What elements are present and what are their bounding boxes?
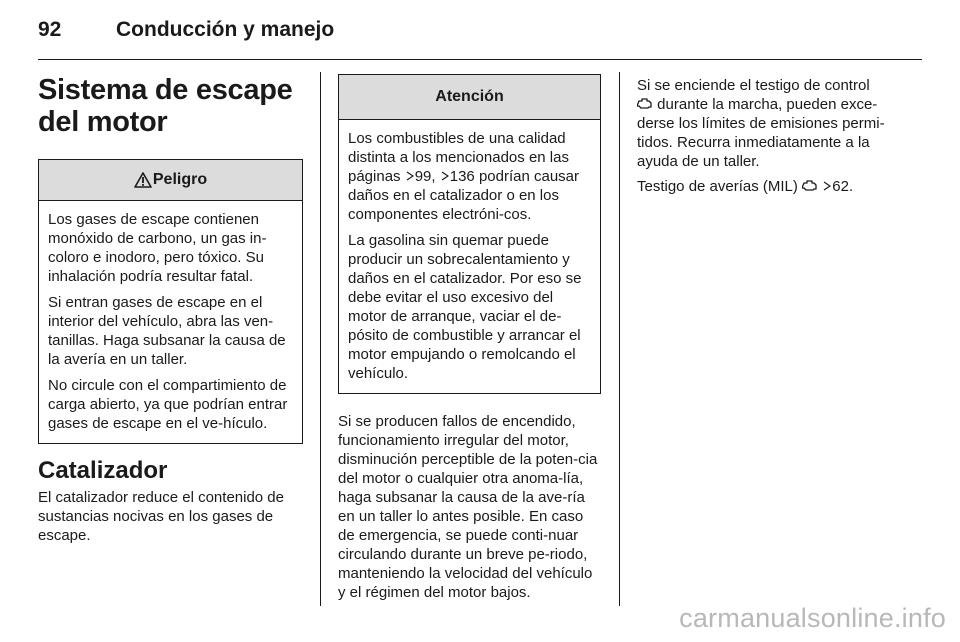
danger-paragraph-2: Si entran gases de escape en el interior del vehículo, abra las ven-tanillas. Haga subsanar la causa de la avería en un taller. <box>48 294 286 368</box>
warning-triangle-icon <box>134 172 152 188</box>
danger-box-header <box>39 160 302 201</box>
page-ref-arrow-icon <box>823 181 831 191</box>
column-middle <box>338 74 601 602</box>
page-ref-arrow-icon <box>406 171 414 181</box>
attention-box-title: Atención <box>435 88 504 105</box>
column-divider-2 <box>619 72 620 606</box>
catalizador-text: El catalizador reduce el contenido de sustancias nocivas en los gases de escape. <box>38 489 284 544</box>
danger-box-title: Peligro <box>152 171 208 188</box>
engine-check-icon <box>802 179 818 192</box>
page-ref-link[interactable]: 62 <box>832 178 849 195</box>
page-ref-link[interactable]: 136 <box>449 168 475 185</box>
exhaust-system-heading: Sistema de escape del motor <box>38 74 293 138</box>
column-right <box>637 76 905 202</box>
attention-paragraph-2: La gasolina sin quemar puede producir un sobrecalentamiento y daños en el catalizador. Por eso se debe evitar el uso excesivo del motor de arranque, vaciar el de-pósito de combustible y arrancar el motor empujando o remolcando el vehículo. <box>348 232 582 382</box>
attention-box-body <box>339 120 600 393</box>
mil-paragraph: Testigo de averías (MIL) 62. <box>637 178 854 195</box>
misfire-text: Si se producen fallos de encendido, funcionamiento irregular del motor, disminución perceptible de la poten-cia del motor o cualquier otra anoma-lía, haga subsanar la causa de la ave-ría en un taller lo antes posible. En caso de emergencia, se puede conti-nuar circulando durante un breve pe-riodo, manteniendo la velocidad del vehículo y el régimen del motor bajos. <box>338 413 598 601</box>
danger-paragraph-1: Los gases de escape contienen monóxido de carbono, un gas in-coloro e inodoro, pero tóxico. Su inhalación podría resultar fatal. <box>48 211 267 285</box>
catalizador-heading: Catalizador <box>38 457 168 484</box>
page-ref-arrow-icon <box>441 171 449 181</box>
watermark: carmanualsonline.info <box>679 603 946 633</box>
engine-check-icon <box>637 97 653 110</box>
section-title: Conducción y manejo <box>116 18 335 41</box>
column-divider-1 <box>320 72 321 606</box>
attention-paragraph-1: Los combustibles de una calidad distinta a los mencionados en las páginas 99, 136 podrían causar daños en el catalizador o en los componentes electróni-cos. <box>348 130 580 223</box>
column-left <box>38 74 303 545</box>
header-rule <box>38 59 922 60</box>
warning-light-paragraph: Si se enciende el testigo de control durante la marcha, pueden exce-derse los límites de emisiones permi-tidos. Recurra inmediatamente a la ayuda de un taller. <box>637 77 885 170</box>
danger-box-body <box>39 201 302 443</box>
page-ref-link[interactable]: 99 <box>414 168 432 185</box>
danger-box <box>38 159 303 444</box>
page-number: 92 <box>38 18 62 41</box>
attention-box-header <box>339 75 600 120</box>
danger-paragraph-3: No circule con el compartimiento de carga abierto, ya que podrían entrar gases de escape en el ve-hículo. <box>48 377 288 432</box>
page-header <box>38 18 334 48</box>
attention-box <box>338 74 601 394</box>
